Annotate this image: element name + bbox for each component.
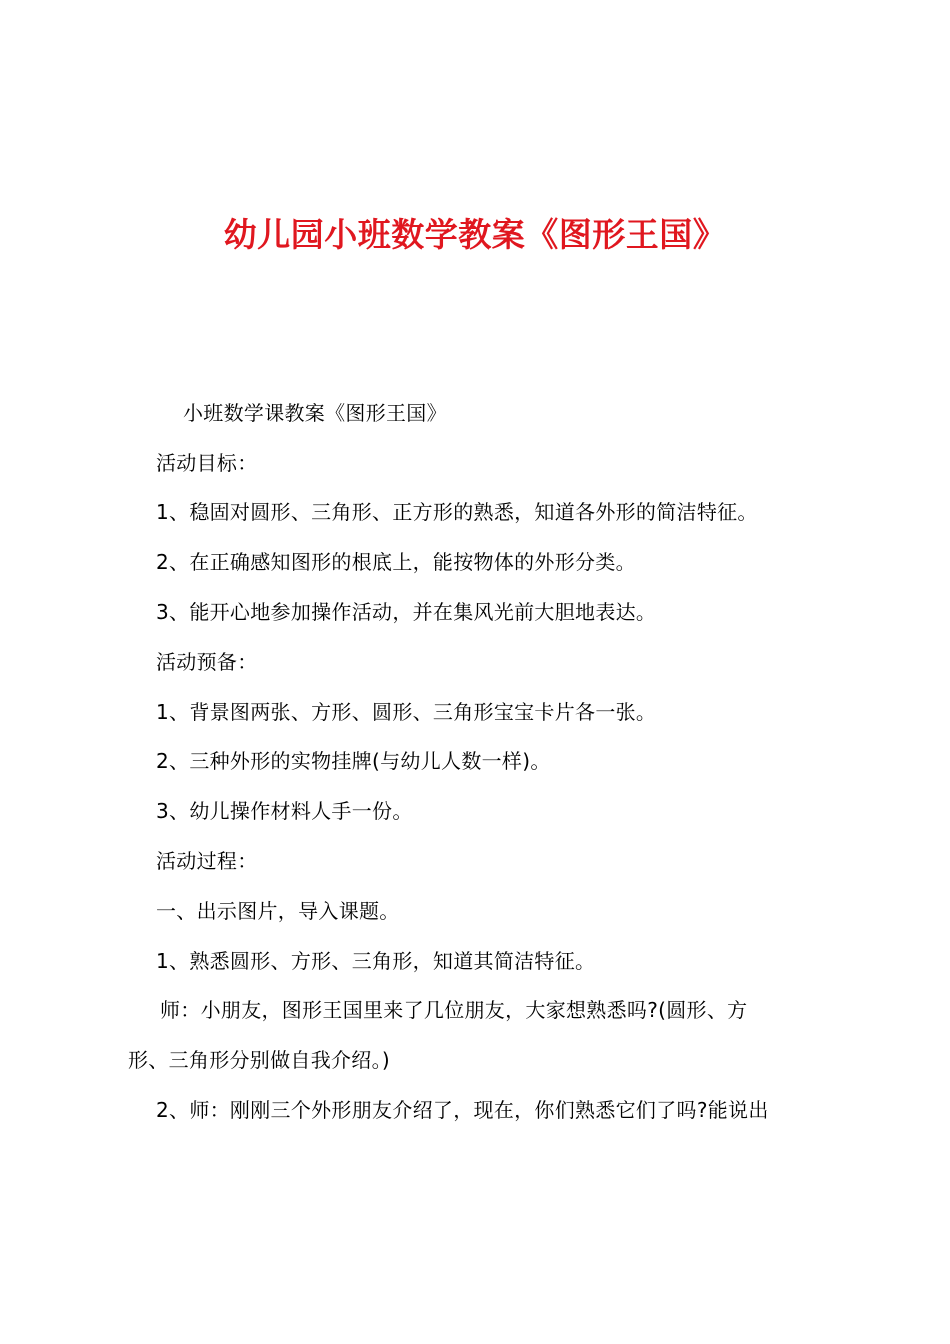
paragraph-line: 3、幼儿操作材料人手一份。 — [156, 799, 413, 823]
paragraph-line: 一、出示图片，导入课题。 — [156, 899, 400, 923]
paragraph-line: 3、能开心地参加操作活动，并在集风光前大胆地表达。 — [156, 600, 657, 624]
section-heading-process: 活动过程： — [156, 849, 258, 873]
lesson-subtitle: 小班数学课教案《图形王国》 — [183, 401, 447, 425]
section-heading-preparation: 活动预备： — [156, 650, 258, 674]
paragraph-line: 1、背景图两张、方形、圆形、三角形宝宝卡片各一张。 — [156, 700, 657, 724]
paragraph-line: 形、三角形分别做自我介绍。) — [128, 1048, 391, 1072]
paragraph-line: 2、师：刚刚三个外形朋友介绍了，现在，你们熟悉它们了吗?能说出 — [156, 1098, 769, 1122]
paragraph-line: 2、三种外形的实物挂牌(与幼儿人数一样)。 — [156, 749, 551, 773]
paragraph-line: 1、熟悉圆形、方形、三角形，知道其简洁特征。 — [156, 949, 596, 973]
document-title: 幼儿园小班数学教案《图形王国》 — [223, 215, 727, 254]
paragraph-line: 1、稳固对圆形、三角形、正方形的熟悉，知道各外形的简洁特征。 — [156, 500, 758, 524]
paragraph-line: 师：小朋友，图形王国里来了几位朋友，大家想熟悉吗?(圆形、方 — [160, 998, 748, 1022]
section-heading-goals: 活动目标： — [156, 451, 258, 475]
paragraph-line: 2、在正确感知图形的根底上，能按物体的外形分类。 — [156, 550, 636, 574]
